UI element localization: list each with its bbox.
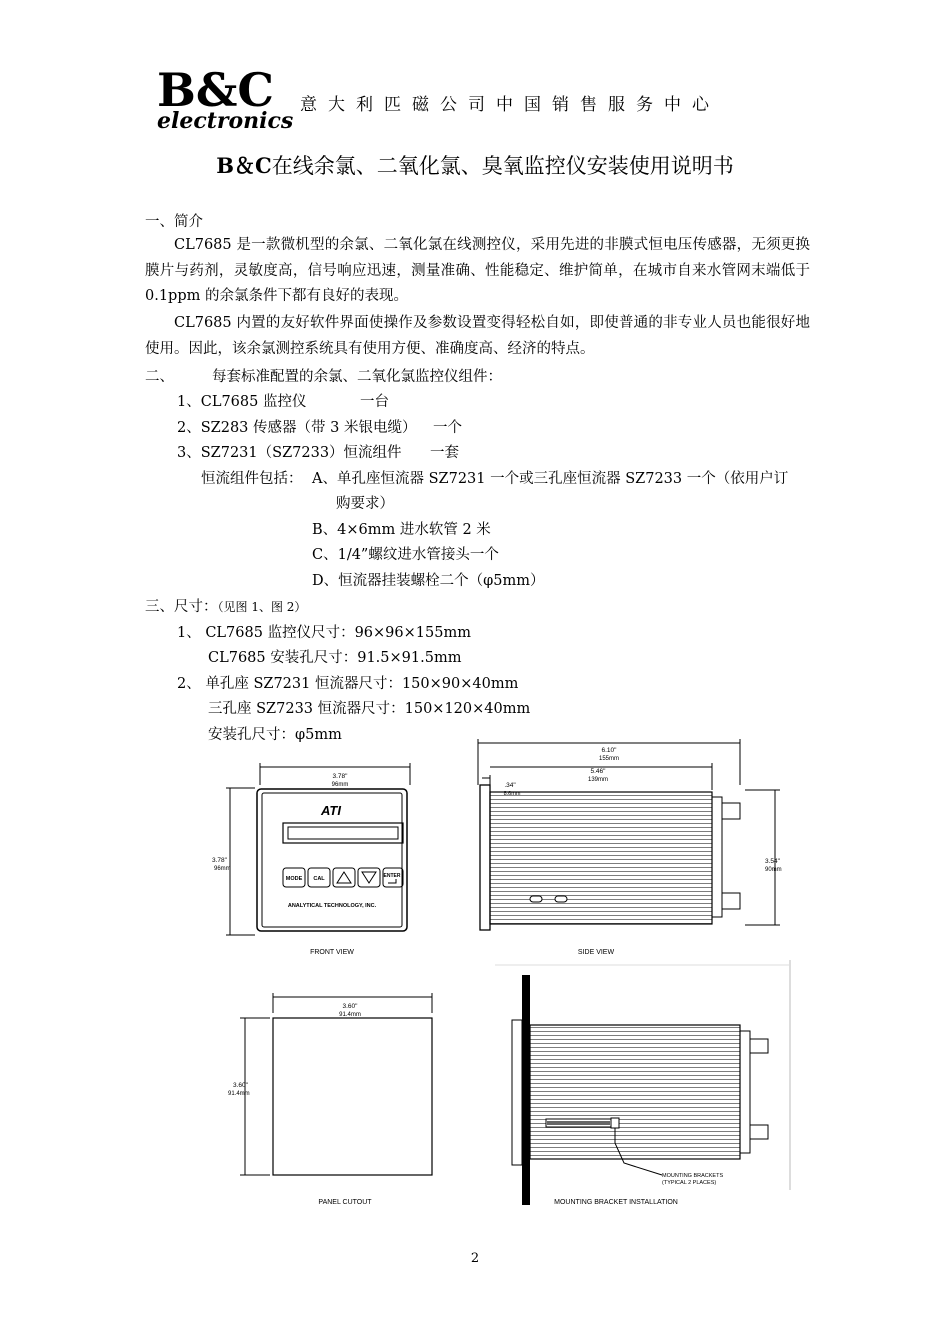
enter-button-label: ENTER [383,873,401,879]
side-view-caption: SIDE VIEW [577,949,615,956]
kit-item-a: A、单孔座恒流器 SZ7231 一个或三孔座恒流器 SZ7233 一个（依用户订 [312,471,789,487]
front-height-mm: 96mm [214,866,231,872]
cutout-width-mm: 91.4mm [339,1012,361,1018]
dimension-line: 三孔座 SZ7233 恒流器尺寸：150×120×40mm [208,701,531,717]
kit-item-c: C、1/4”螺纹进水管接头一个 [312,547,499,563]
front-view [212,763,410,956]
section1-paragraph1: CL7685 是一款微机型的余氯、二氧化氯在线测控仪，采用先进的非膜式恒电压传感器，无须更换膜片与药剂，灵敏度高，信号响应迅速，测量准确、性能稳定、维护简单，在城市自来水管网末端低于 0.1ppm 的余氯条件下都有良好的表现。 [145,237,810,304]
dimension-line: 1、 CL7685 监控仪尺寸：96×96×155mm [177,625,471,641]
section3-heading [145,595,306,616]
company-logo [155,66,300,132]
bracket-installation [495,960,790,1206]
side-height-in: 3.54" [765,858,780,865]
section3-heading-note: （见图 1、图 2） [217,600,307,614]
bracket-note: MOUNTING BRACKETS [662,1173,724,1179]
side-total-mm: 155mm [598,756,620,762]
side-body-mm: 139mm [587,777,609,783]
component-item-name: 3、SZ7231（SZ7233）恒流组件 [177,445,402,461]
mode-button-label: MODE [285,876,303,882]
component-item-qty: 一套 [430,445,459,461]
side-bezel-in: .34" [504,782,516,789]
page-number: 2 [470,1251,480,1266]
section2-heading-number: 二、 [145,369,174,385]
company-name: 意大利匹磁公司中国销售服务中心 [300,95,720,115]
section3-heading-text: 三、尺寸： [145,599,218,615]
title-text: 在线余氯、二氧化氯、臭氧监控仪安装使用说明书 [271,154,734,178]
front-height-in: 3.78" [212,857,227,864]
bracket-note-sub: (TYPICAL 2 PLACES) [662,1180,717,1186]
component-item-qty: 一台 [360,394,389,410]
component-item-name: 1、CL7685 监控仪 [177,394,307,410]
front-maker: ANALYTICAL TECHNOLOGY, INC. [287,903,377,909]
kit-label: 恒流组件包括： [201,471,303,487]
cutout-height-mm: 91.4mm [228,1091,250,1097]
kit-item-d: D、恒流器挂装螺栓二个（φ5mm） [312,573,545,589]
section2-heading: 每套标准配置的余氯、二氧化氯监控仪组件： [212,369,502,385]
cutout-width-in: 3.60" [342,1003,358,1010]
bracket-caption: MOUNTING BRACKET INSTALLATION [554,1199,678,1206]
section1-paragraph2: CL7685 内置的友好软件界面使操作及参数设置变得轻松自如，即使普通的非专业人员也能很好地使用。因此，该余氯测控系统具有使用方便、准确度高、经济的特点。 [145,315,810,357]
title-brand: B＆C [216,153,272,178]
side-height-mm: 90mm [765,867,782,873]
section1-heading: 一、简介 [145,214,203,230]
down-button-label: ▼ [369,890,373,894]
up-button-label: ▲ [344,890,348,894]
side-view [478,739,782,956]
component-item-name: 2、SZ283 传感器（带 3 米银电缆） [177,420,417,436]
dimension-line: 安装孔尺寸：φ5mm [208,727,342,743]
kit-item-b: B、4×6mm 进水软管 2 米 [312,522,491,538]
front-view-caption: FRONT VIEW [310,949,354,956]
panel-cutout [228,993,432,1206]
logo-mark: B&C [157,66,275,117]
component-item-qty: 一个 [433,420,462,436]
side-body-in: 5.46" [590,768,606,775]
side-total-in: 6.10" [601,747,617,754]
dimension-line: CL7685 安装孔尺寸：91.5×91.5mm [208,650,462,666]
kit-item-a-continued: 购要求） [336,496,394,512]
cutout-caption: PANEL CUTOUT [318,1199,372,1206]
document-title [0,150,950,180]
cutout-height-in: 3.60" [233,1082,248,1089]
cal-button-label: CAL [313,876,325,882]
dimension-line: 2、 单孔座 SZ7231 恒流器尺寸：150×90×40mm [177,676,519,692]
front-width-in: 3.78" [332,773,348,780]
dimension-drawing [200,735,800,1215]
logo-subtext: electronics [157,108,294,132]
front-brand: ATI [321,803,341,818]
front-width-mm: 96mm [331,782,349,788]
